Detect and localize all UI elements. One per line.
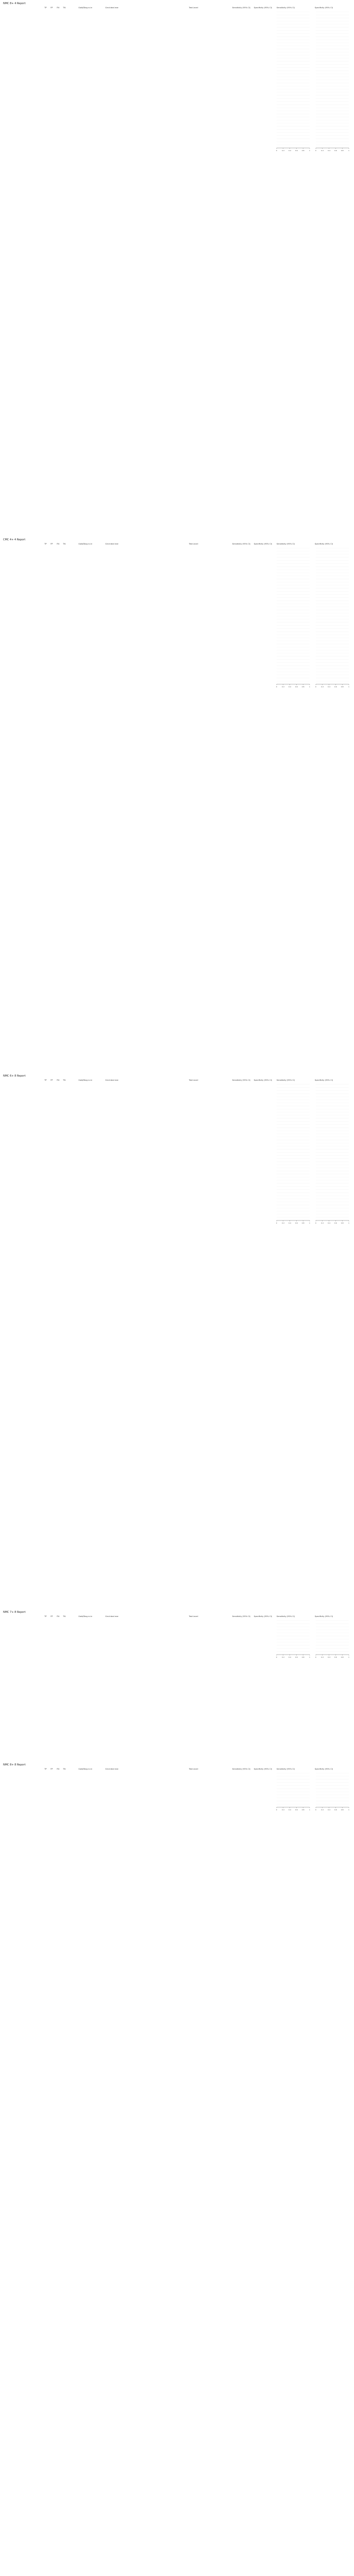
forest-axis bbox=[277, 1220, 349, 1225]
column-header-ref-standard: Grnd deal eve bbox=[105, 7, 119, 9]
column-header-fp: FP bbox=[51, 543, 53, 545]
forest-panel bbox=[3, 538, 351, 690]
axis-tick-label: 1 bbox=[348, 1809, 349, 1811]
axis-tick-label: 0.8 bbox=[341, 1656, 344, 1658]
column-header-gold-standard: Gold/Diag rc.ie bbox=[78, 543, 92, 545]
column-header-tp: TP bbox=[44, 1615, 47, 1617]
column-header-gold-standard: Gold/Diag rc.ie bbox=[78, 7, 92, 9]
column-header-forest-sens: Sensitivity (95% CI) bbox=[277, 1615, 295, 1617]
column-header-fp: FP bbox=[51, 1615, 53, 1617]
panel-title: NMC 8+ 4 Report bbox=[3, 2, 26, 5]
forest-row-plot bbox=[277, 1216, 349, 1219]
column-header-fp: FP bbox=[51, 7, 53, 9]
axis-tick-label: 0.8 bbox=[341, 1809, 344, 1811]
axis-tick-label: 0 bbox=[276, 686, 277, 688]
column-header-forest-sens: Sensitivity (95% CI) bbox=[277, 543, 295, 545]
axis-tick-label: 0.2 bbox=[282, 686, 285, 688]
column-header-tn: TN bbox=[63, 7, 66, 9]
column-header-forest-sens: Sensitivity (95% CI) bbox=[277, 7, 295, 9]
axis-tick-label: 0.8 bbox=[341, 150, 344, 152]
column-header-cutoff: Test Level bbox=[189, 7, 198, 9]
column-header-ref-standard: Grnd deal eve bbox=[105, 1615, 119, 1617]
panel-title: NMC 7+ 8 Report bbox=[3, 1611, 26, 1614]
column-header-fp: FP bbox=[51, 1079, 53, 1081]
axis-tick-label: 0.6 bbox=[334, 686, 337, 688]
forest-axis bbox=[277, 147, 349, 153]
column-header-gold-standard: Gold/Diag rc.ie bbox=[78, 1615, 92, 1617]
axis-tick-label: 0.6 bbox=[295, 1809, 298, 1811]
forest-panel bbox=[3, 1075, 351, 1226]
column-header-sensitivity: Sensitivity (95% CI) bbox=[232, 1079, 251, 1081]
axis-tick-label: 0.6 bbox=[295, 1656, 298, 1658]
axis-tick-label: 0.4 bbox=[288, 1809, 291, 1811]
axis-tick-label: 0.4 bbox=[288, 686, 291, 688]
column-header-cutoff: Test Level bbox=[189, 1768, 198, 1770]
column-header-tn: TN bbox=[63, 1615, 66, 1617]
axis-tick-label: 0.4 bbox=[288, 1656, 291, 1658]
column-header-ref-standard: Grnd deal eve bbox=[105, 1079, 119, 1081]
forest-axis bbox=[277, 1807, 349, 1812]
axis-tick-label: 0.6 bbox=[334, 1809, 337, 1811]
column-header-fn: FN bbox=[57, 7, 59, 9]
axis-tick-label: 0.4 bbox=[288, 150, 291, 152]
column-header-tp: TP bbox=[44, 1079, 47, 1081]
axis-tick-label: 1 bbox=[309, 150, 310, 152]
column-header-tp: TP bbox=[44, 7, 47, 9]
axis-tick-label: 1 bbox=[309, 1809, 310, 1811]
column-header-cutoff: Test Level bbox=[189, 1079, 198, 1081]
axis-tick-label: 0.4 bbox=[328, 150, 330, 152]
forest-row-plot bbox=[277, 1803, 349, 1806]
column-header-gold-standard: Gold/Diag rc.ie bbox=[78, 1079, 92, 1081]
axis-tick-label: 0.4 bbox=[328, 1656, 330, 1658]
axis-tick-label: 0.8 bbox=[301, 150, 304, 152]
column-header-tp: TP bbox=[44, 543, 47, 545]
column-header-specificity: Specificity (95% CI) bbox=[254, 543, 272, 545]
axis-tick-label: 1 bbox=[348, 1222, 349, 1224]
axis-tick-label: 0.6 bbox=[334, 150, 337, 152]
axis-tick-label: 0.4 bbox=[328, 686, 330, 688]
column-header-fn: FN bbox=[57, 1768, 59, 1770]
column-header-ref-standard: Grnd deal eve bbox=[105, 1768, 119, 1770]
column-header-specificity: Specificity (95% CI) bbox=[254, 7, 272, 9]
table-row bbox=[3, 143, 351, 146]
column-header-cutoff: Test Level bbox=[189, 1615, 198, 1617]
axis-tick-label: 0.2 bbox=[321, 686, 324, 688]
column-header-forest-sens: Sensitivity (95% CI) bbox=[277, 1768, 295, 1770]
table-row bbox=[3, 1803, 351, 1806]
column-header-tn: TN bbox=[63, 1079, 66, 1081]
forest-row-plot bbox=[277, 680, 349, 683]
forest-row-plot bbox=[277, 1650, 349, 1653]
axis-tick-label: 0 bbox=[276, 1656, 277, 1658]
axis-tick-label: 0.8 bbox=[341, 1222, 344, 1224]
axis-tick-label: 0.6 bbox=[295, 686, 298, 688]
forest-axis bbox=[277, 1654, 349, 1659]
column-header-specificity: Specificity (95% CI) bbox=[254, 1768, 272, 1770]
axis-tick-label: 0.6 bbox=[334, 1656, 337, 1658]
axis-tick-label: 0.8 bbox=[301, 686, 304, 688]
forest-row-plot bbox=[277, 143, 349, 146]
column-header-sensitivity: Sensitivity (95% CI) bbox=[232, 7, 251, 9]
column-header-specificity: Specificity (95% CI) bbox=[254, 1079, 272, 1081]
axis-tick-label: 0.8 bbox=[301, 1656, 304, 1658]
axis-tick-label: 0.8 bbox=[301, 1809, 304, 1811]
axis-tick-label: 0.6 bbox=[295, 1222, 298, 1224]
axis-tick-label: 0.2 bbox=[321, 1656, 324, 1658]
column-header-cutoff: Test Level bbox=[189, 543, 198, 545]
column-header-forest-spec: Specificity (95% CI) bbox=[315, 1079, 333, 1081]
axis-tick-label: 0 bbox=[315, 686, 316, 688]
axis-tick-label: 0.2 bbox=[282, 1656, 285, 1658]
column-header-tn: TN bbox=[63, 1768, 66, 1770]
panel-title: NMC 8+ 8 Report bbox=[3, 1763, 26, 1766]
column-header-forest-spec: Specificity (95% CI) bbox=[315, 7, 333, 9]
panel-title: CMC 4+ 4 Report bbox=[3, 538, 26, 541]
axis-tick-label: 0 bbox=[276, 1222, 277, 1224]
column-header-sensitivity: Sensitivity (95% CI) bbox=[232, 1615, 251, 1617]
axis-tick-label: 0.6 bbox=[295, 150, 298, 152]
column-header-fp: FP bbox=[51, 1768, 53, 1770]
column-header-forest-spec: Specificity (95% CI) bbox=[315, 543, 333, 545]
forest-panel bbox=[3, 1763, 351, 1813]
axis-tick-label: 1 bbox=[348, 686, 349, 688]
column-header-ref-standard: Grnd deal eve bbox=[105, 543, 119, 545]
axis-tick-label: 0 bbox=[276, 1809, 277, 1811]
column-header-sensitivity: Sensitivity (95% CI) bbox=[232, 1768, 251, 1770]
column-header-forest-sens: Sensitivity (95% CI) bbox=[277, 1079, 295, 1081]
axis-tick-label: 0 bbox=[276, 150, 277, 152]
axis-tick-label: 0.8 bbox=[341, 686, 344, 688]
column-header-specificity: Specificity (95% CI) bbox=[254, 1615, 272, 1617]
axis-tick-label: 0.6 bbox=[334, 1222, 337, 1224]
column-header-tp: TP bbox=[44, 1768, 47, 1770]
table-row bbox=[3, 1650, 351, 1653]
column-header-tn: TN bbox=[63, 543, 66, 545]
panel-title: NMC 6+ 8 Report bbox=[3, 1075, 26, 1078]
axis-tick-label: 1 bbox=[348, 150, 349, 152]
axis-tick-label: 1 bbox=[348, 1656, 349, 1658]
axis-tick-label: 0.8 bbox=[301, 1222, 304, 1224]
axis-tick-label: 0.2 bbox=[321, 150, 324, 152]
axis-tick-label: 0 bbox=[315, 1809, 316, 1811]
axis-tick-label: 0.2 bbox=[321, 1222, 324, 1224]
axis-tick-label: 0.4 bbox=[328, 1809, 330, 1811]
table-row bbox=[3, 1216, 351, 1219]
table-row bbox=[3, 680, 351, 683]
axis-tick-label: 0.4 bbox=[288, 1222, 291, 1224]
axis-tick-label: 1 bbox=[309, 1222, 310, 1224]
column-header-fn: FN bbox=[57, 543, 59, 545]
axis-tick-label: 0 bbox=[315, 150, 316, 152]
column-header-forest-spec: Specificity (95% CI) bbox=[315, 1768, 333, 1770]
forest-panel bbox=[3, 1611, 351, 1660]
column-header-forest-spec: Specificity (95% CI) bbox=[315, 1615, 333, 1617]
column-header-fn: FN bbox=[57, 1079, 59, 1081]
axis-tick-label: 0.2 bbox=[282, 1809, 285, 1811]
axis-tick-label: 1 bbox=[309, 1656, 310, 1658]
forest-axis bbox=[277, 684, 349, 689]
forest-panel bbox=[3, 2, 351, 154]
axis-tick-label: 0.2 bbox=[321, 1809, 324, 1811]
axis-tick-label: 0 bbox=[315, 1222, 316, 1224]
axis-tick-label: 0 bbox=[315, 1656, 316, 1658]
column-header-fn: FN bbox=[57, 1615, 59, 1617]
column-header-gold-standard: Gold/Diag rc.ie bbox=[78, 1768, 92, 1770]
axis-tick-label: 1 bbox=[309, 686, 310, 688]
column-header-sensitivity: Sensitivity (95% CI) bbox=[232, 543, 251, 545]
axis-tick-label: 0.2 bbox=[282, 150, 285, 152]
axis-tick-label: 0.2 bbox=[282, 1222, 285, 1224]
axis-tick-label: 0.4 bbox=[328, 1222, 330, 1224]
